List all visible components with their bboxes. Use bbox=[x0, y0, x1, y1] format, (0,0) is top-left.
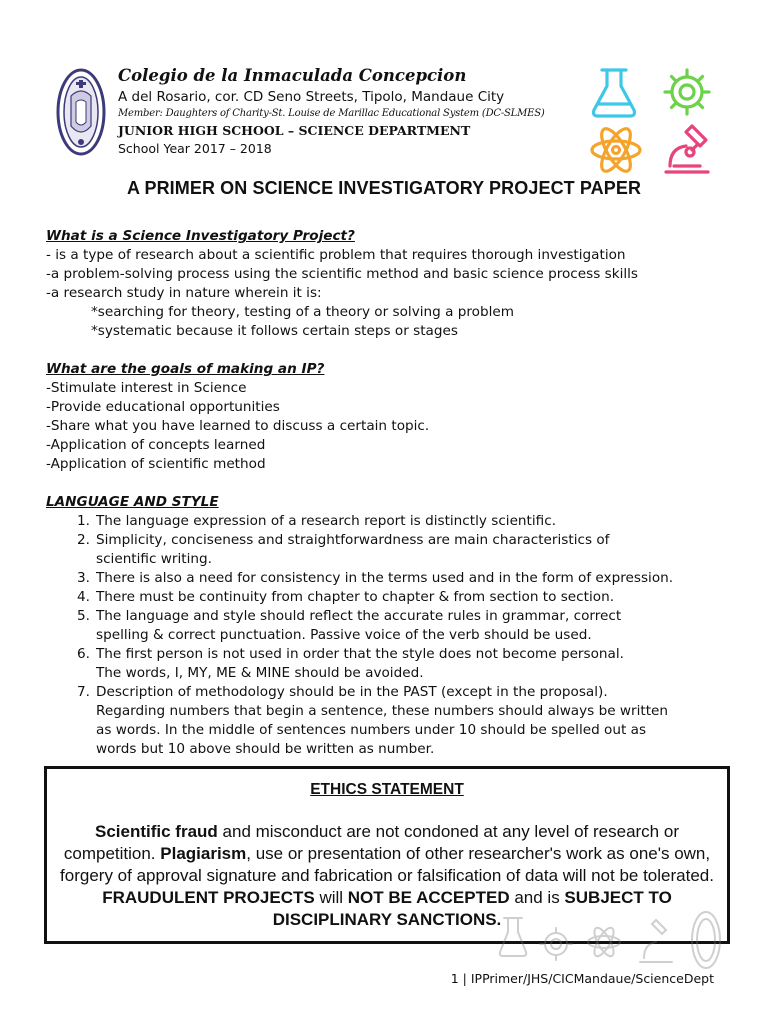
section-what-is-sip bbox=[46, 227, 746, 341]
ethics-title: ETHICS STATEMENT bbox=[310, 781, 464, 798]
section-goals bbox=[46, 360, 746, 474]
list-item: 1. The language expression of a research report is distinctly scientific. bbox=[77, 513, 557, 529]
text-line: -Provide educational opportunities bbox=[46, 399, 280, 415]
watermark-icons bbox=[496, 908, 728, 972]
flask-icon bbox=[594, 70, 635, 116]
school-name: Colegio de la Inmaculada Concepcion bbox=[118, 66, 467, 85]
text-subline: *systematic because it follows certain steps or stages bbox=[91, 323, 458, 339]
department-name: JUNIOR HIGH SCHOOL – SCIENCE DEPARTMENT bbox=[118, 123, 471, 138]
text-subline: *searching for theory, testing of a theory or solving a problem bbox=[91, 304, 514, 320]
flask-icon bbox=[500, 918, 526, 956]
ethics-text: Scientific fraud and misconduct are not condoned at any level of research or competition. Plagiarism, use or presentation of other researcher's work as one's own, forgery of approval signature and fabrication or falsification of data will not be tolerated. FRAUDULENT PROJECTS will NOT BE ACCEPTED and is SUBJECT TO DISCIPLINARY SANCTIONS. bbox=[60, 822, 714, 929]
list-item: 7. Description of methodology should be in the PAST (except in the proposal). Regarding numbers that begin a sentence, these numbers should always be written as words. In the middle of sentences numbers under 10 should be spelled out as words but 10 above should be written as number. bbox=[77, 684, 669, 757]
microscope-icon bbox=[640, 920, 672, 962]
gear-icon bbox=[540, 928, 572, 960]
science-icons bbox=[588, 66, 720, 178]
school-year: School Year 2017 – 2018 bbox=[118, 141, 272, 156]
text-line: - is a type of research about a scientific problem that requires thorough investigation bbox=[46, 247, 626, 263]
list-item: 2. Simplicity, conciseness and straightforwardness are main characteristics of scientific writing. bbox=[77, 532, 610, 567]
document-title: A PRIMER ON SCIENCE INVESTIGATORY PROJECT PAPER bbox=[126, 178, 642, 198]
text-line: -Share what you have learned to discuss a certain topic. bbox=[46, 418, 430, 434]
gear-icon bbox=[665, 70, 709, 114]
text-line: -a problem-solving process using the scientific method and basic science process skills bbox=[46, 266, 638, 282]
numbered-list bbox=[46, 512, 746, 759]
section-language-style bbox=[46, 493, 746, 759]
list-item: 4. There must be continuity from chapter to chapter & from section to section. bbox=[77, 589, 615, 605]
atom-icon bbox=[588, 925, 620, 959]
page-footer: 1 | IPPrimer/JHS/CICMandaue/ScienceDept bbox=[450, 971, 714, 986]
text-line: -a research study in nature wherein it is: bbox=[46, 285, 322, 301]
text-line: -Application of scientific method bbox=[46, 456, 266, 472]
seal-icon bbox=[692, 912, 720, 968]
list-item: 3. There is also a need for consistency in the terms used and in the form of expression. bbox=[77, 570, 674, 586]
school-seal-logo bbox=[56, 68, 106, 156]
microscope-icon bbox=[666, 126, 708, 172]
atom-icon bbox=[592, 125, 640, 176]
section-heading: LANGUAGE AND STYLE bbox=[46, 494, 219, 510]
list-item: 5. The language and style should reflect the accurate rules in grammar, correct spelling & correct punctuation. Passive voice of the verb should be used. bbox=[77, 608, 622, 643]
section-heading: What are the goals of making an IP? bbox=[46, 361, 325, 377]
school-address: A del Rosario, cor. CD Seno Streets, Tipolo, Mandaue City bbox=[118, 89, 505, 105]
school-membership: Member: Daughters of Charity-St. Louise de Marillac Educational System (DC-SLMES) bbox=[118, 108, 545, 119]
text-line: -Application of concepts learned bbox=[46, 437, 266, 453]
section-heading: What is a Science Investigatory Project? bbox=[46, 228, 355, 244]
list-item: 6. The first person is not used in order that the style does not become personal. The words, I, MY, ME & MINE should be avoided. bbox=[77, 646, 624, 681]
text-line: -Stimulate interest in Science bbox=[46, 380, 247, 396]
